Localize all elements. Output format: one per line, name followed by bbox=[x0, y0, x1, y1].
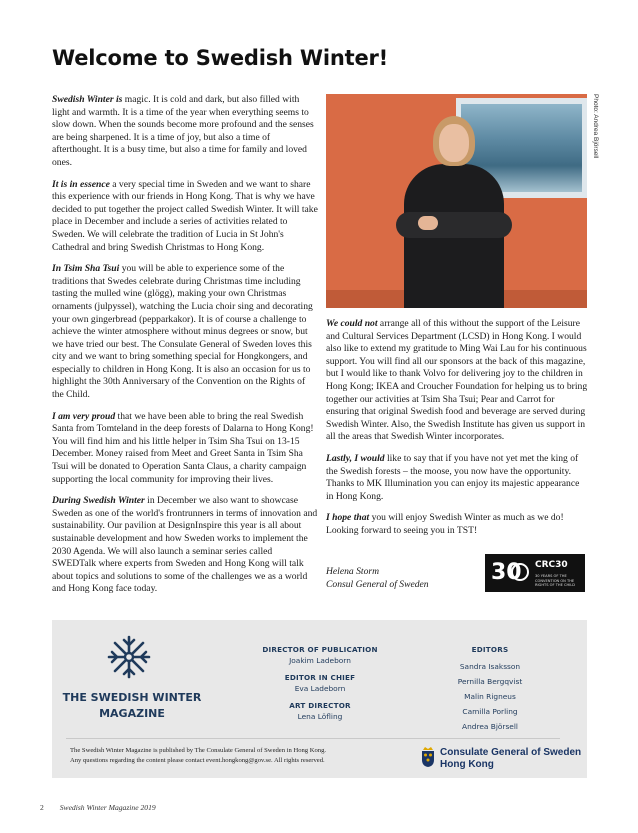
paragraph-lead: In Tsim Sha Tsui bbox=[52, 263, 120, 275]
paragraph-text: you will enjoy Swedish Winter as much as we do! Looking forward to seeing you in TST! bbox=[326, 512, 564, 536]
paragraph-lead: It is in essence bbox=[52, 178, 110, 190]
page-number: 2 bbox=[40, 803, 44, 812]
photo-credit bbox=[589, 94, 599, 214]
publisher-note bbox=[70, 746, 400, 765]
left-column bbox=[52, 94, 318, 605]
smiley-icon bbox=[511, 563, 529, 581]
signature-role: Consul General of Sweden bbox=[326, 578, 429, 590]
magazine-title: THE SWEDISH WINTER MAGAZINE bbox=[62, 691, 202, 720]
paragraph-lead: Swedish Winter is bbox=[52, 94, 123, 105]
paragraph-text: arrange all of this without the support of the Leisure and Cultural Services Department (LCSD) in Hong Kong. I would also like to extend my gratitude to Ming Wai Lau for his continuous support. You will find all our sponsors at the back of this magazine, but I would like to thank Volvo for delivering joy to the children in Hong Kong; IKEA and Croucher Foundation for helping us to bring together our activities at Tsim Sha Tsui; Pear and Carrot for ensuring that original Swedish food and beverage are served during Swedish Winter. Also, the Swedish Institute has given us support in all the areas that Swedish Winter incorporates. bbox=[326, 318, 588, 443]
publisher-note-line: Any questions regarding the content please contact event.hongkong@gov.se. All rights reserved. bbox=[70, 756, 325, 764]
paragraph bbox=[52, 94, 318, 170]
paragraph-lead: I am very proud bbox=[52, 410, 116, 422]
paragraph-text: that we have been able to bring the real Swedish Santa from Tomteland in the deep forests of Dalarna to Hong Kong! You will find him and his little helper in Tsim Sha Tsui on 13-15 December. Money raised from Meet and Greet Santa in Tsim Sha Tsui will be donated to Operation Santa Claus, a charity campaign supporting the local community for improving their lives. bbox=[52, 410, 314, 485]
paragraph-text: you will be able to experience some of the traditions that Swedes celebrate during Christmas time including tasting the mulled wine (glögg), making your own Christmas ornaments (julpyssel), watching the Lucia choir sing and decorating your own gingerbread (pepparkakor). It is of course a challenge to achieve the winter atmosphere without minus degrees or snow, but we have tried our best. The Consulate General of Sweden loves this city and we want to bring something special for Hongkongers, and especially to children in Hong Kong. It is also an occasion for us to highlight the 30th Anniversary of the Convention on the Rights of the Child. bbox=[52, 263, 313, 401]
editor-name: Sandra Isaksson bbox=[459, 662, 521, 671]
paragraph-lead: Lastly, I would bbox=[326, 452, 385, 464]
role-label: ART DIRECTOR bbox=[289, 701, 351, 710]
crc-number: 30 bbox=[491, 560, 522, 585]
editor-name: Andrea Björsell bbox=[462, 722, 518, 731]
masthead-divider bbox=[66, 738, 560, 739]
paragraph bbox=[326, 453, 588, 503]
editors-list bbox=[430, 644, 550, 734]
page-title: Welcome to Swedish Winter! bbox=[52, 46, 389, 70]
role-label: EDITOR IN CHIEF bbox=[284, 673, 356, 682]
masthead-credits bbox=[250, 644, 390, 728]
consulate-name: Consulate General of Sweden bbox=[440, 747, 582, 758]
signature-block bbox=[326, 566, 429, 591]
role-label: DIRECTOR OF PUBLICATION bbox=[262, 645, 378, 654]
right-column bbox=[326, 318, 588, 547]
crc-subtitle: 30 YEARS OF THE CONVENTION ON THE RIGHTS OF THE CHILD bbox=[535, 574, 576, 587]
crc-label: CRC30 bbox=[535, 560, 568, 570]
paragraph-text: magic. It is cold and dark, but also filled with light and warmth. It is a time of the year when everything seems to slow down. When the sounds become more profound and the senses are being sharpened. It is a time of joy, but also a time of afterthought. It is a busy time, but also a time for family and loved ones. bbox=[52, 94, 314, 168]
paragraph-text: a very special time in Sweden and we want to share this experience with our friends in Hong Kong. That is why we have decided to put together the project called Swedish Winter. It will take place in December and include a series of activities related to Sweden. We will celebrate the tradition of Lucia in St John's Cathedral and bring Swedish Christmas to Hong Kong. bbox=[52, 178, 318, 253]
editor-name: Malin Rigneus bbox=[464, 692, 516, 701]
crown-crest-icon bbox=[420, 746, 436, 768]
snowflake-icon bbox=[106, 634, 152, 680]
publisher-note-line: The Swedish Winter Magazine is published by The Consulate General of Sweden in Hong Kong. bbox=[70, 747, 327, 754]
person-arms bbox=[396, 212, 512, 238]
publication-name: Swedish Winter Magazine 2019 bbox=[59, 803, 156, 812]
page-footer bbox=[40, 803, 156, 812]
person-name: Lena Löfling bbox=[297, 712, 343, 721]
consul-portrait-photo bbox=[326, 94, 587, 308]
editor-name: Pernilla Bergqvist bbox=[457, 677, 523, 686]
consulate-logo bbox=[420, 744, 580, 772]
paragraph bbox=[52, 179, 318, 255]
person-face bbox=[439, 124, 469, 162]
paragraph bbox=[52, 263, 318, 402]
signature-name: Helena Storm bbox=[326, 566, 380, 577]
paragraph-lead: I hope that bbox=[326, 512, 370, 524]
paragraph-text: like to say that if you have not yet met the king of the Swedish forests – the moose, you now have the opportunity. Thanks to MK Illumination you can enjoy its majestic appearance in Hong Kong. bbox=[326, 452, 580, 502]
person-name: Eva Ladeborn bbox=[294, 684, 346, 693]
photo-credit-text: Photo: Andrea Björsell bbox=[592, 94, 599, 159]
person-name: Joakim Ladeborn bbox=[289, 656, 351, 665]
paragraph bbox=[326, 512, 588, 537]
paragraph-lead: We could not bbox=[326, 318, 378, 329]
paragraph-lead: During Swedish Winter bbox=[52, 495, 145, 507]
paragraph bbox=[52, 411, 318, 487]
role-label: EDITORS bbox=[471, 645, 509, 654]
paragraph bbox=[52, 495, 318, 596]
paragraph-text: in December we also want to showcase Sweden as one of the world's frontrunners in terms of innovation and sustainability. Our pavilion at DesignInspire this year is all about sustainable development and how Sweden works to implement the 2030 Agenda. We will also launch a seminar series called SWEDTalk where experts from Sweden and Hong Kong will talk about topics and solutions to some of the challenges we as a world and Hong Kong face today. bbox=[52, 495, 318, 595]
paragraph bbox=[326, 318, 588, 444]
crc30-logo bbox=[485, 554, 585, 592]
consulate-city: Hong Kong bbox=[440, 759, 494, 770]
editor-name: Camilla Porling bbox=[462, 707, 518, 716]
person-hands bbox=[418, 216, 438, 230]
